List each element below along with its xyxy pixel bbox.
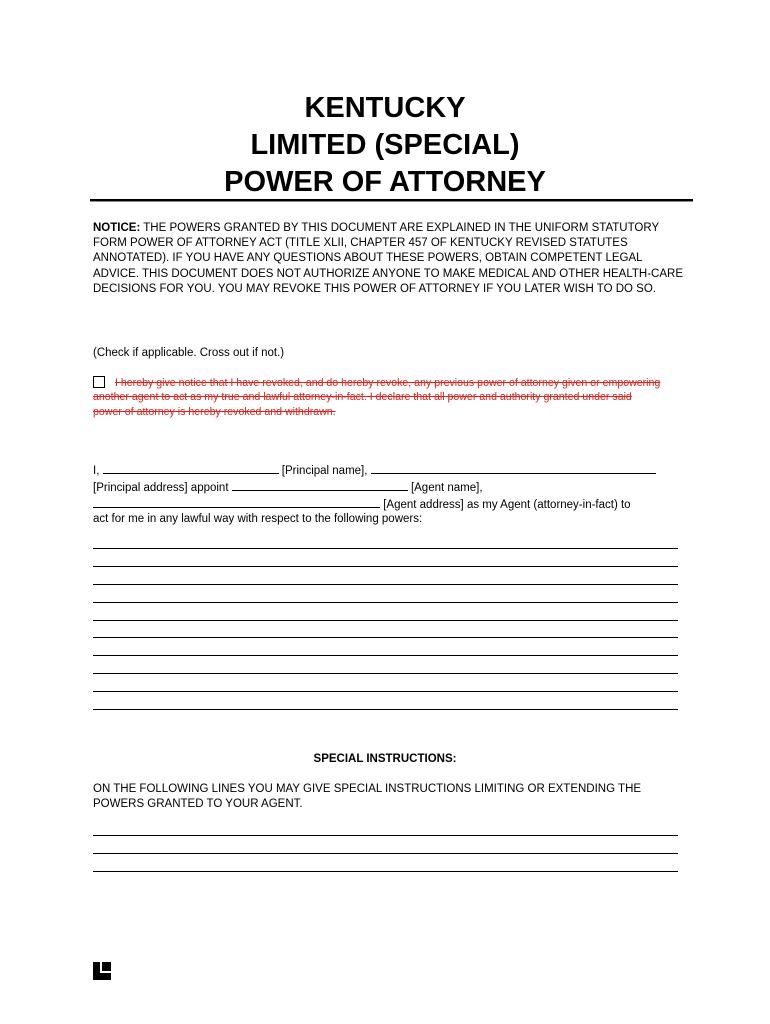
document-logo-icon	[93, 962, 111, 980]
powers-line[interactable]	[93, 709, 678, 710]
special-instructions-heading: SPECIAL INSTRUCTIONS:	[313, 753, 457, 765]
powers-line[interactable]	[93, 637, 678, 638]
powers-line[interactable]	[93, 584, 678, 585]
notice-paragraph	[93, 221, 683, 297]
special-instructions-text: ON THE FOLLOWING LINES YOU MAY GIVE SPECIAL INSTRUCTIONS LIMITING OR EXTENDING THE POWERS GRANTED TO YOUR AGENT.	[93, 783, 642, 810]
title-line-1: KENTUCKY	[304, 92, 466, 124]
special-instructions-lines	[93, 835, 678, 889]
agent-address-field[interactable]	[93, 496, 380, 508]
special-line[interactable]	[93, 871, 678, 872]
principal-name-field[interactable]	[103, 462, 279, 474]
notice-label: NOTICE:	[93, 222, 141, 234]
special-line[interactable]	[93, 853, 678, 854]
notice-text: THE POWERS GRANTED BY THIS DOCUMENT ARE EXPLAINED IN THE UNIFORM STATUTORY FORM POWER OF ATTORNEY ACT (TITLE XLII, CHAPTER 457 OF KENTUCKY REVISED STATUTES ANNOTATED). IF YOU HAVE ANY QUESTIONS ABOUT THESE POWERS, OBTAIN COMPETENT LEGAL ADVICE. THIS DOCUMENT DOES NOT AUTHORIZE ANYONE TO MAKE MEDICAL AND OTHER HEALTH-CARE DECISIONS FOR YOU. YOU MAY REVOKE THIS POWER OF ATTORNEY IF YOU LATER WISH TO DO SO.	[93, 222, 684, 295]
powers-line[interactable]	[93, 620, 678, 621]
powers-lines	[93, 548, 678, 727]
principal-address-field[interactable]	[371, 462, 656, 474]
powers-line[interactable]	[93, 673, 678, 674]
powers-line[interactable]	[93, 602, 678, 603]
title-line-2: LIMITED (SPECIAL)	[250, 129, 520, 161]
document-title	[0, 90, 770, 201]
check-instruction: (Check if applicable. Cross out if not.)	[93, 347, 285, 359]
agent-name-label: [Agent name],	[410, 481, 483, 494]
powers-line[interactable]	[93, 548, 678, 549]
powers-line[interactable]	[93, 691, 678, 692]
principal-address-label: [Principal address] appoint	[93, 481, 229, 494]
principal-name-label: [Principal name],	[281, 465, 368, 477]
special-line[interactable]	[93, 835, 678, 836]
title-line-3: POWER OF ATTORNEY	[224, 166, 546, 198]
appointment-paragraph	[93, 462, 683, 527]
appointment-closing: act for me in any lawful way with respect to the following powers:	[93, 513, 423, 526]
appointment-i: I,	[93, 465, 100, 477]
powers-line[interactable]	[93, 566, 678, 567]
title-divider	[90, 199, 693, 202]
powers-line[interactable]	[93, 655, 678, 656]
agent-address-label: [Agent address] as my Agent (attorney-in-fact) to	[383, 498, 631, 511]
revocation-statement: I hereby give notice that I have revoked, and do hereby revoke, any previous power of attorney given or empowering another agent to act as my true and lawful attorney-in-fact. I declare that all power and authority granted under said power of attorney is hereby revoked and withdrawn.	[93, 377, 661, 418]
agent-name-field[interactable]	[232, 479, 408, 491]
